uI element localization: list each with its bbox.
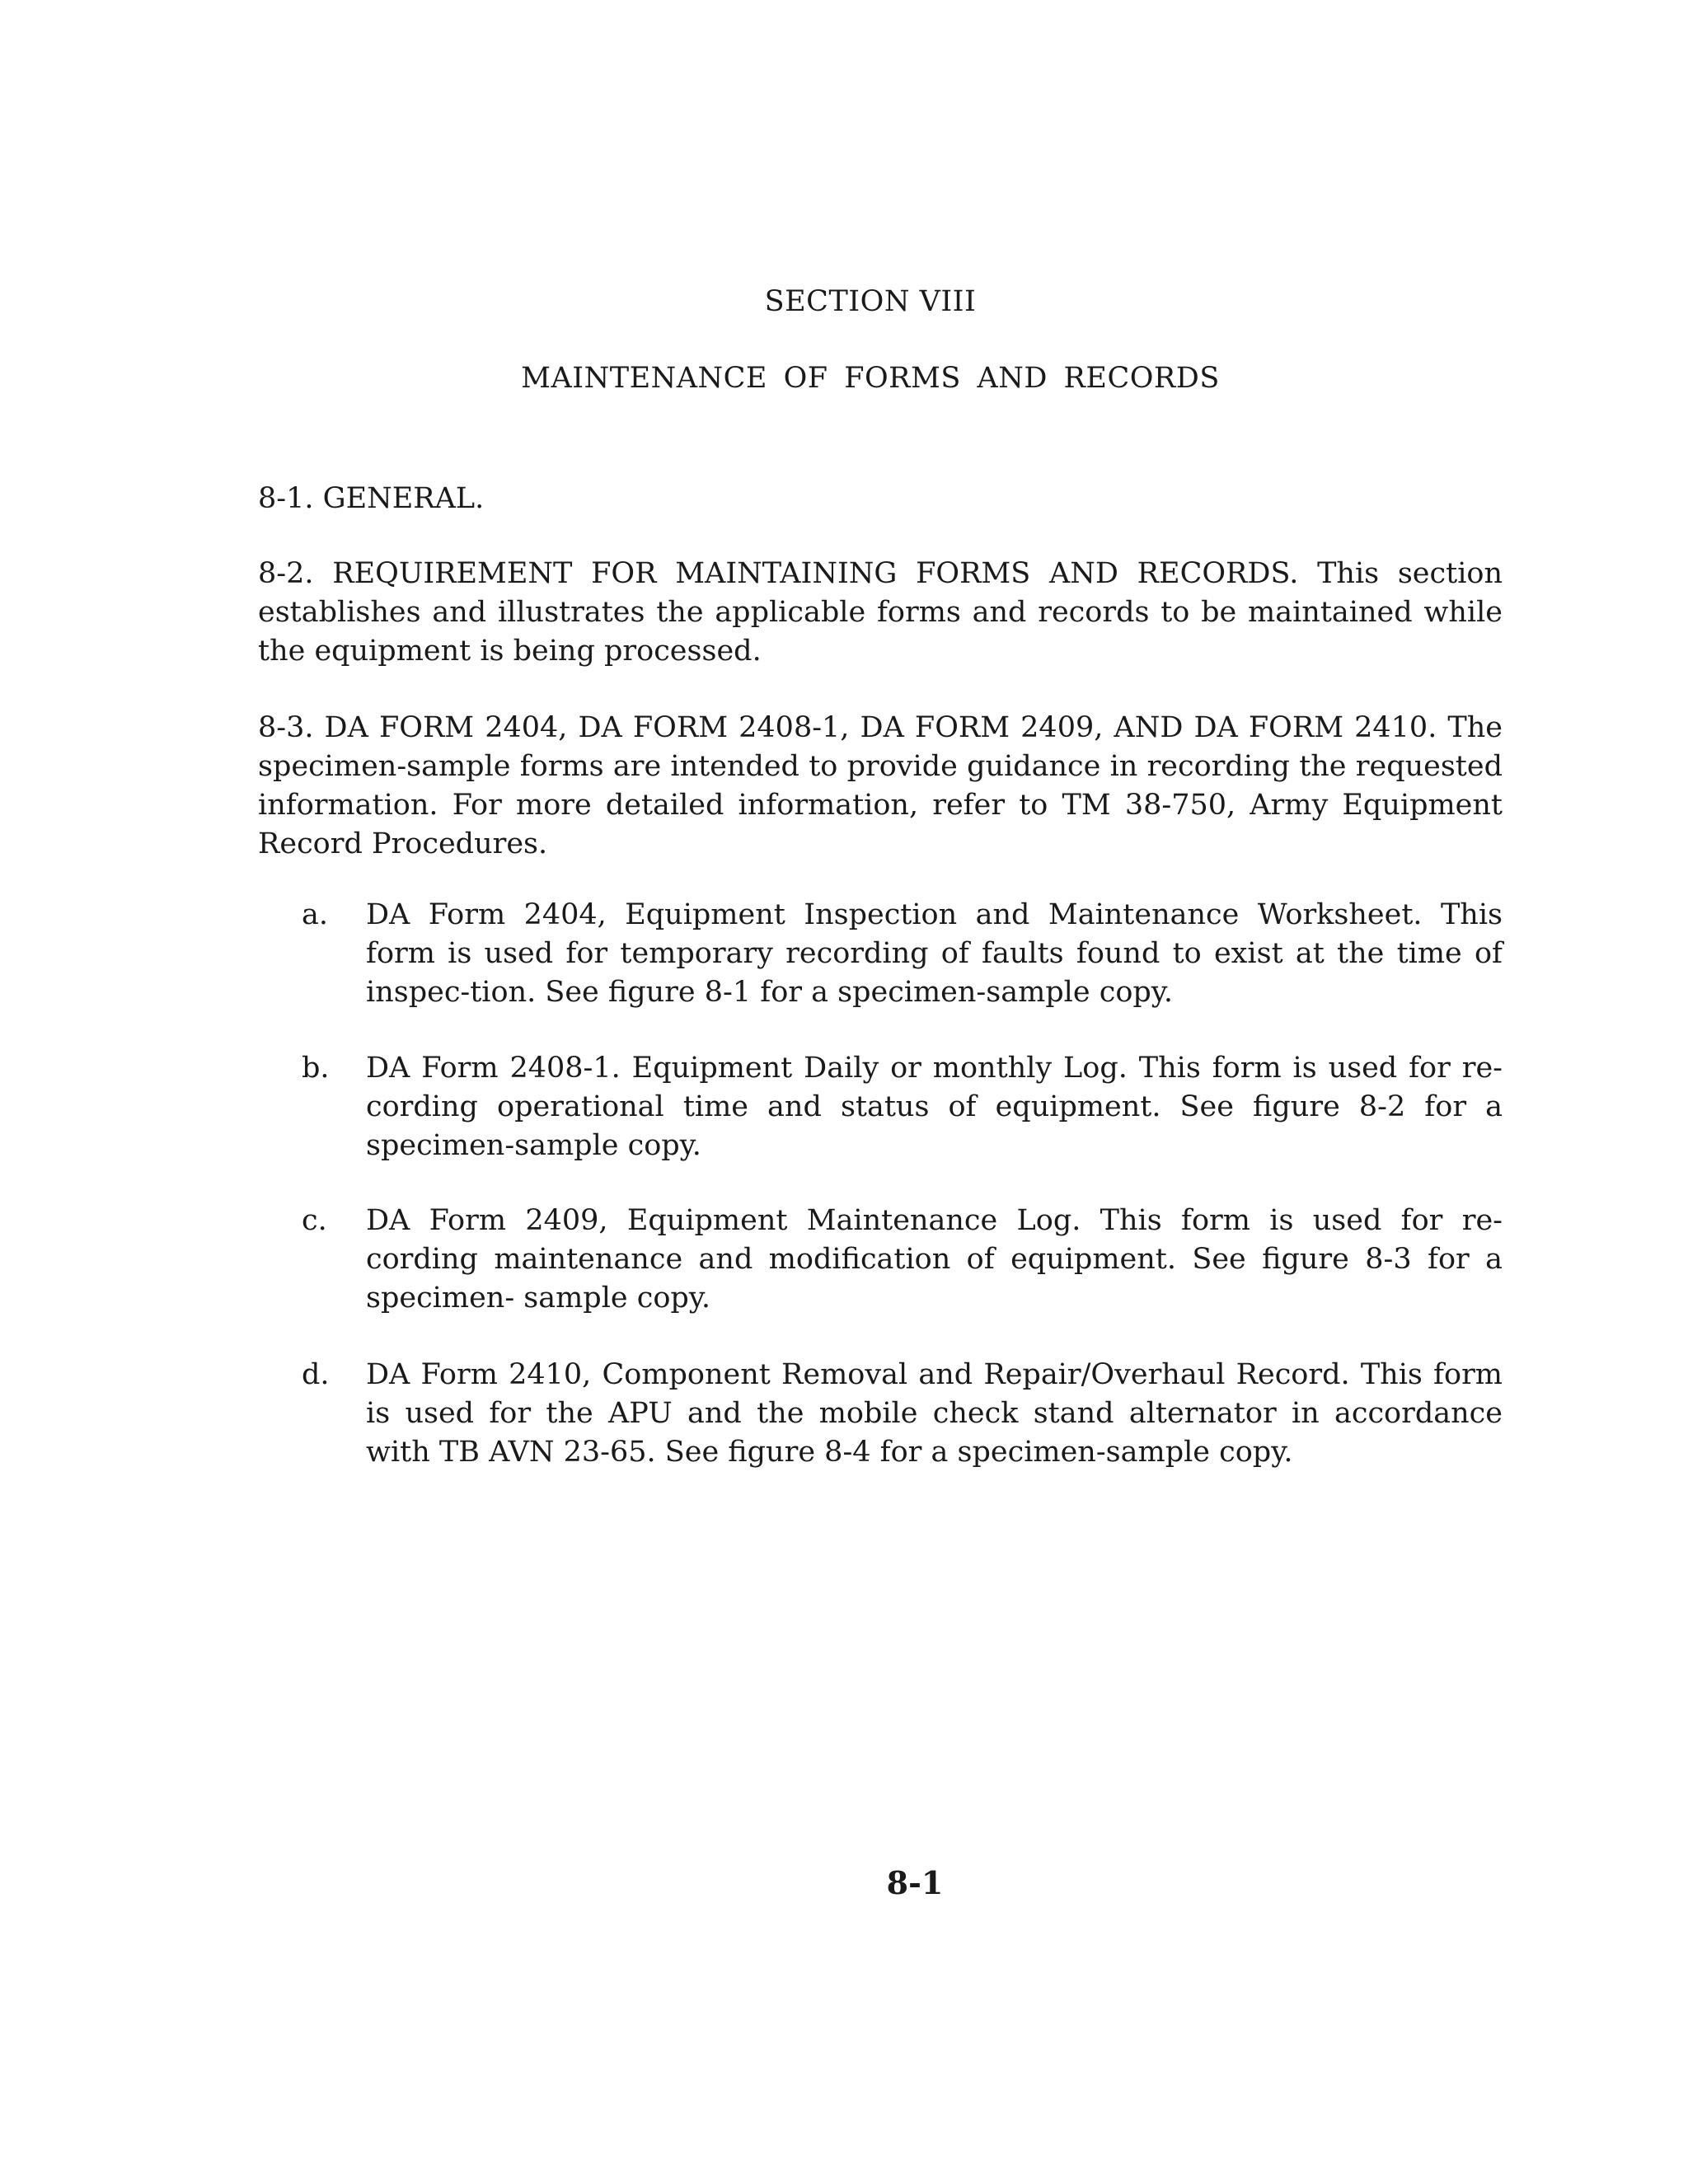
list-item [258, 896, 1503, 1012]
list-item-text: DA Form 2409, Equipment Maintenance Log. This form is used for re-cording maintenance and modification of equipment. See figure 8-3 for a specimen- sample copy. [366, 1204, 1503, 1315]
list-item-text: DA Form 2404, Equipment Inspection and Maintenance Worksheet. This form is used for temporary recording of faults found to exist at the time of inspec-tion. See figure 8-1 for a specimen-sample copy. [366, 898, 1503, 1009]
section-title: SECTION VIII [764, 285, 977, 318]
list-item-marker: d. [302, 1358, 330, 1391]
section-subtitle: MAINTENANCE OF FORMS AND RECORDS [521, 362, 1220, 395]
list-item [258, 1202, 1503, 1318]
paragraph-8-1: 8-1. GENERAL. [258, 482, 485, 515]
paragraph-8-3: 8-3. DA FORM 2404, DA FORM 2408-1, DA FORM 2409, AND DA FORM 2410. The specimen-sample forms are intended to provide guidance in recording the requested information. For more detailed information, refer to TM 38-750, Army Equipment Record Procedures. [258, 711, 1503, 860]
list-item-text: DA Form 2408-1. Equipment Daily or monthly Log. This form is used for re-cording operational time and status of equipment. See figure 8-2 for a specimen-sample copy. [366, 1052, 1503, 1162]
list-item [258, 1356, 1503, 1472]
list-item-marker: c. [302, 1204, 327, 1237]
list-item-text: DA Form 2410, Component Removal and Repair/Overhaul Record. This form is used for the APU and the mobile check stand alternator in accordance with TB AVN 23-65. See figure 8-4 for a specimen-sample copy. [366, 1358, 1503, 1469]
list-item [258, 1049, 1503, 1165]
list-item-marker: a. [302, 898, 328, 931]
list-item-marker: b. [302, 1052, 330, 1085]
paragraph-8-2: 8-2. REQUIREMENT FOR MAINTAINING FORMS AND RECORDS. This section establishes and illustrates the applicable forms and records to be maintained while the equipment is being processed. [258, 557, 1503, 668]
page-number: 8-1 [886, 1864, 944, 1901]
